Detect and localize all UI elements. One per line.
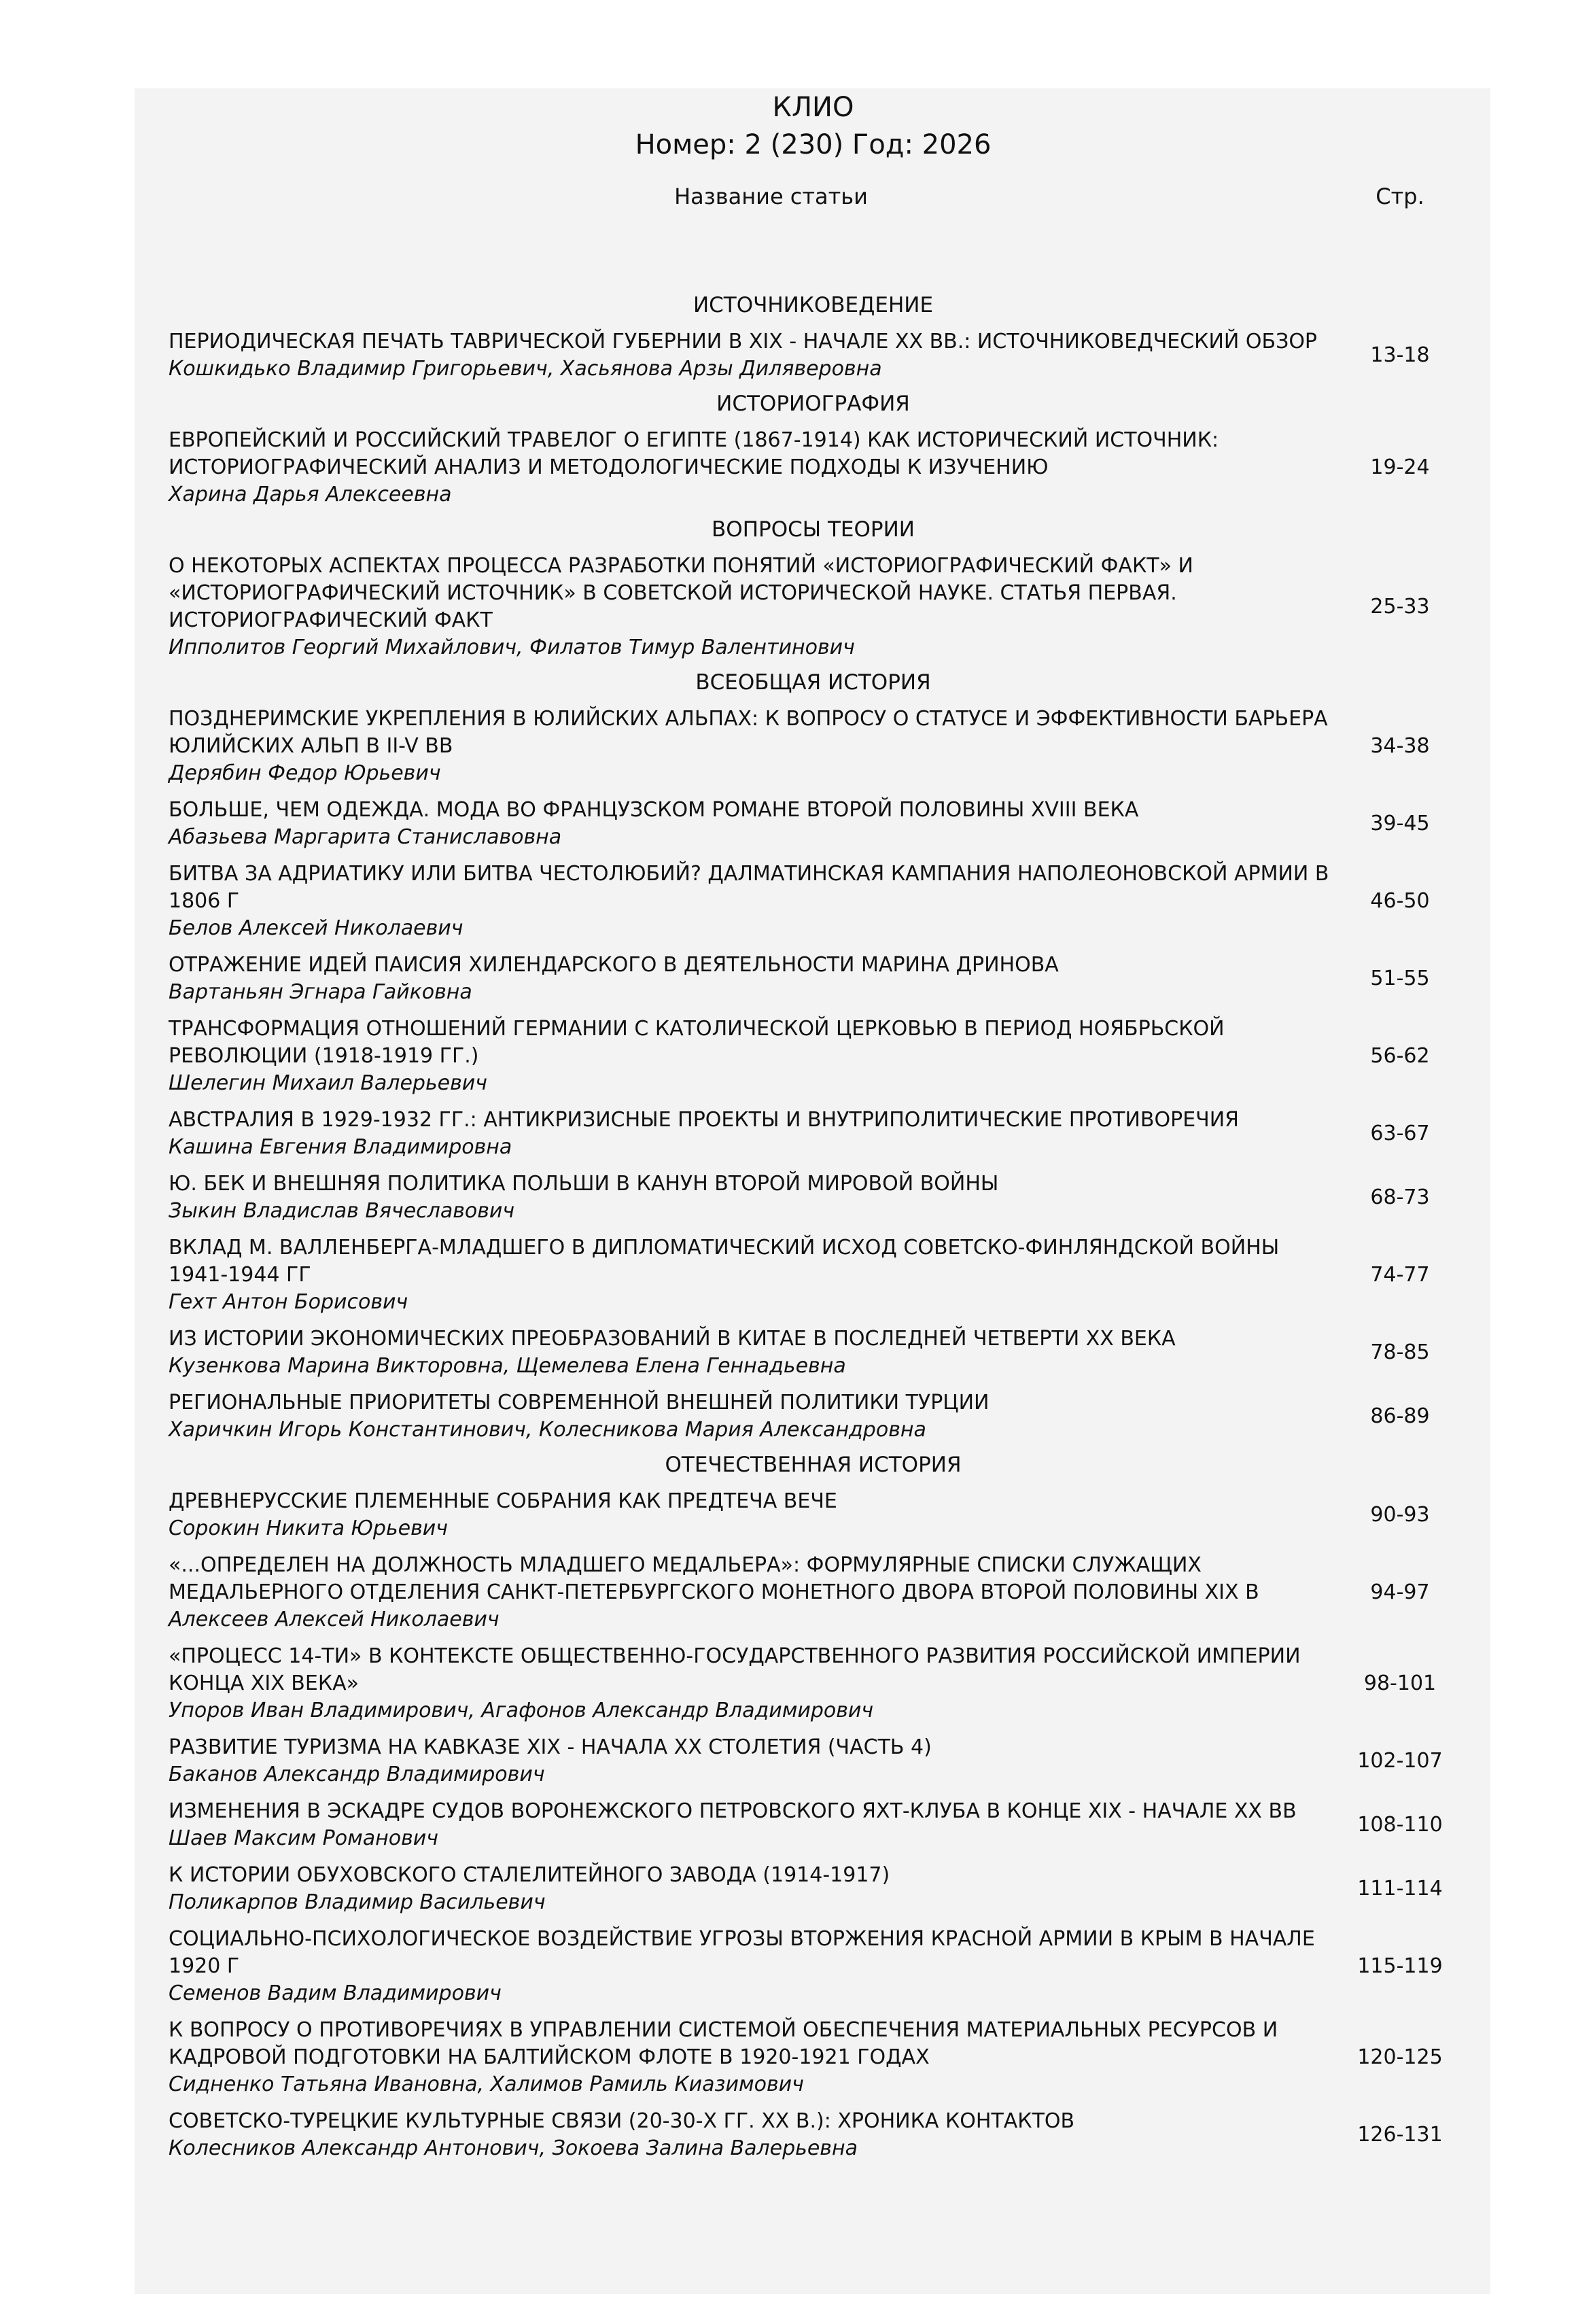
article-pages: 51-55 <box>1370 967 1430 990</box>
article-title[interactable]: Ю. БЕК И ВНЕШНЯЯ ПОЛИТИКА ПОЛЬШИ В КАНУН ВТОРОЙ МИРОВОЙ ВОЙНЫ <box>169 1172 999 1196</box>
article-pages: 68-73 <box>1370 1185 1430 1209</box>
article-row <box>169 1482 1458 1546</box>
article-authors: Шелегин Михаил Валерьевич <box>169 1071 487 1095</box>
section-heading: ВОПРОСЫ ТЕОРИИ <box>712 517 915 542</box>
article-row <box>169 1920 1458 2011</box>
article-authors: Колесников Александр Антонович, Зокоева Залина Валерьевна <box>169 2136 858 2160</box>
article-authors: Вартаньян Эгнара Гайковна <box>169 980 472 1004</box>
article-info <box>169 1234 1342 1316</box>
article-pages: 94-97 <box>1370 1580 1430 1604</box>
article-authors: Гехт Антон Борисович <box>169 1290 408 1314</box>
article-pages: 46-50 <box>1370 889 1430 913</box>
article-info <box>169 1643 1342 1724</box>
article-title[interactable]: РАЗВИТИЕ ТУРИЗМА НА КАВКАЗЕ XIX - НАЧАЛА XX СТОЛЕТИЯ (ЧАСТЬ 4) <box>169 1735 932 1759</box>
article-row <box>169 1546 1458 1637</box>
section-heading: ИСТОРИОГРАФИЯ <box>716 392 910 416</box>
article-info <box>169 1552 1342 1633</box>
article-info <box>169 2017 1342 2098</box>
article-title[interactable]: ТРАНСФОРМАЦИЯ ОТНОШЕНИЙ ГЕРМАНИИ С КАТОЛИЧЕСКОЙ ЦЕРКОВЬЮ В ПЕРИОД НОЯБРЬСКОЙ РЕВОЛЮЦИИ (1918-1919 ГГ.) <box>169 1017 1225 1068</box>
header-spacer <box>169 227 1458 288</box>
article-pages: 63-67 <box>1370 1122 1430 1145</box>
table-of-contents <box>169 288 1458 2166</box>
article-row <box>169 1384 1458 1448</box>
article-row <box>169 791 1458 855</box>
article-title[interactable]: ЕВРОПЕЙСКИЙ И РОССИЙСКИЙ ТРАВЕЛОГ О ЕГИПТЕ (1867-1914) КАК ИСТОРИЧЕСКИЙ ИСТОЧНИК: ИСТОРИОГРАФИЧЕСКИЙ АНАЛИЗ И МЕТОДОЛОГИЧЕСКИЕ ПОДХОДЫ К ИЗУЧЕНИЮ <box>169 428 1219 479</box>
article-authors: Кузенкова Марина Викторовна, Щемелева Елена Геннадьевна <box>169 1354 846 1378</box>
article-authors: Дерябин Федор Юрьевич <box>169 761 441 785</box>
article-info <box>169 1170 1342 1225</box>
article-authors: Сидненко Татьяна Ивановна, Халимов Рамиль Киазимович <box>169 2072 804 2096</box>
article-info <box>169 861 1342 942</box>
journal-title: КЛИО <box>772 92 854 123</box>
column-header-row <box>169 166 1458 227</box>
article-info <box>169 1926 1342 2007</box>
article-row <box>169 1729 1458 1792</box>
article-authors: Алексеев Алексей Николаевич <box>169 1608 500 1631</box>
article-title[interactable]: ПЕРИОДИЧЕСКАЯ ПЕЧАТЬ ТАВРИЧЕСКОЙ ГУБЕРНИИ В XIX - НАЧАЛЕ XX ВВ.: ИСТОЧНИКОВЕДЧЕСКИЙ ОБЗОР <box>169 330 1318 353</box>
article-title[interactable]: К ВОПРОСУ О ПРОТИВОРЕЧИЯХ В УПРАВЛЕНИИ СИСТЕМОЙ ОБЕСПЕЧЕНИЯ МАТЕРИАЛЬНЫХ РЕСУРСОВ И КАДРОВОЙ ПОДГОТОВКИ НА БАЛТИЙСКОМ ФЛОТЕ В 1920-1921 ГОДАХ <box>169 2018 1278 2069</box>
article-title[interactable]: БОЛЬШЕ, ЧЕМ ОДЕЖДА. МОДА ВО ФРАНЦУЗСКОМ РОМАНЕ ВТОРОЙ ПОЛОВИНЫ XVIII ВЕКА <box>169 798 1139 822</box>
article-row <box>169 700 1458 791</box>
article-info <box>169 1389 1342 1444</box>
article-info <box>169 427 1342 508</box>
article-row <box>169 855 1458 946</box>
article-authors: Шаев Максим Романович <box>169 1826 439 1850</box>
article-row <box>169 1792 1458 1856</box>
section-heading: ОТЕЧЕСТВЕННАЯ ИСТОРИЯ <box>665 1453 962 1477</box>
article-row <box>169 1320 1458 1384</box>
article-pages: 111-114 <box>1357 1877 1443 1901</box>
article-authors: Харина Дарья Алексеевна <box>169 483 452 506</box>
article-row <box>169 1165 1458 1229</box>
article-info <box>169 1107 1342 1161</box>
article-authors: Кошкидько Владимир Григорьевич, Хасьянова Арзы Диляверовна <box>169 357 882 381</box>
article-pages: 126-131 <box>1357 2123 1443 2147</box>
article-authors: Баканов Александр Владимирович <box>169 1763 545 1786</box>
article-info <box>169 706 1342 787</box>
article-title[interactable]: К ИСТОРИИ ОБУХОВСКОГО СТАЛЕЛИТЕЙНОГО ЗАВОДА (1914-1917) <box>169 1863 890 1887</box>
article-pages: 19-24 <box>1370 455 1430 479</box>
article-title[interactable]: ОТРАЖЕНИЕ ИДЕЙ ПАИСИЯ ХИЛЕНДАРСКОГО В ДЕЯТЕЛЬНОСТИ МАРИНА ДРИНОВА <box>169 953 1059 977</box>
article-title[interactable]: О НЕКОТОРЫХ АСПЕКТАХ ПРОЦЕССА РАЗРАБОТКИ ПОНЯТИЙ «ИСТОРИОГРАФИЧЕСКИЙ ФАКТ» И «ИСТОРИОГРАФИЧЕСКИЙ ИСТОЧНИК» В СОВЕТСКОЙ ИСТОРИЧЕСКОЙ НАУКЕ. СТАТЬЯ ПЕРВАЯ. ИСТОРИОГРАФИЧЕСКИЙ ФАКТ <box>169 554 1193 632</box>
article-authors: Абазьева Маргарита Станиславовна <box>169 825 562 849</box>
article-title[interactable]: ПОЗДНЕРИМСКИЕ УКРЕПЛЕНИЯ В ЮЛИЙСКИХ АЛЬПАХ: К ВОПРОСУ О СТАТУСЕ И ЭФФЕКТИВНОСТИ БАРЬЕРА ЮЛИЙСКИХ АЛЬП В II-V ВВ <box>169 707 1328 758</box>
article-pages: 56-62 <box>1370 1044 1430 1068</box>
article-title[interactable]: БИТВА ЗА АДРИАТИКУ ИЛИ БИТВА ЧЕСТОЛЮБИЙ? ДАЛМАТИНСКАЯ КАМПАНИЯ НАПОЛЕОНОВСКОЙ АРМИИ В 1806 Г <box>169 862 1329 913</box>
article-authors: Белов Алексей Николаевич <box>169 916 463 940</box>
article-row <box>169 1101 1458 1165</box>
article-row <box>169 1637 1458 1729</box>
article-authors: Упоров Иван Владимирович, Агафонов Александр Владимирович <box>169 1699 874 1722</box>
article-authors: Зыкин Владислав Вячеславович <box>169 1199 515 1223</box>
article-row <box>169 547 1458 665</box>
article-title[interactable]: ИЗМЕНЕНИЯ В ЭСКАДРЕ СУДОВ ВОРОНЕЖСКОГО ПЕТРОВСКОГО ЯХТ-КЛУБА В КОНЦЕ XIX - НАЧАЛЕ XX ВВ <box>169 1799 1297 1823</box>
article-row <box>169 2102 1458 2166</box>
article-pages: 98-101 <box>1363 1671 1437 1695</box>
article-pages: 90-93 <box>1370 1503 1430 1527</box>
article-row <box>169 323 1458 387</box>
article-pages: 13-18 <box>1370 343 1430 367</box>
article-pages: 102-107 <box>1357 1749 1443 1773</box>
article-title[interactable]: ИЗ ИСТОРИИ ЭКОНОМИЧЕСКИХ ПРЕОБРАЗОВАНИЙ В КИТАЕ В ПОСЛЕДНЕЙ ЧЕТВЕРТИ XX ВЕКА <box>169 1327 1176 1351</box>
column-header-title: Название статьи <box>674 184 868 209</box>
article-authors: Харичкин Игорь Константинович, Колесникова Мария Александровна <box>169 1418 926 1442</box>
article-title[interactable]: АВСТРАЛИЯ В 1929-1932 ГГ.: АНТИКРИЗИСНЫЕ ПРОЕКТЫ И ВНУТРИПОЛИТИЧЕСКИЕ ПРОТИВОРЕЧИЯ <box>169 1108 1239 1132</box>
article-pages: 78-85 <box>1370 1340 1430 1364</box>
article-title[interactable]: ДРЕВНЕРУССКИЕ ПЛЕМЕННЫЕ СОБРАНИЯ КАК ПРЕДТЕЧА ВЕЧЕ <box>169 1489 837 1513</box>
article-info <box>169 328 1342 383</box>
article-info <box>169 952 1342 1006</box>
section-heading: ВСЕОБЩАЯ ИСТОРИЯ <box>695 670 931 695</box>
article-pages: 108-110 <box>1357 1813 1443 1837</box>
article-row <box>169 1229 1458 1320</box>
article-pages: 86-89 <box>1370 1404 1430 1428</box>
article-title[interactable]: СОЦИАЛЬНО-ПСИХОЛОГИЧЕСКОЕ ВОЗДЕЙСТВИЕ УГРОЗЫ ВТОРЖЕНИЯ КРАСНОЙ АРМИИ В КРЫМ В НАЧАЛЕ 1920 Г <box>169 1927 1315 1978</box>
article-pages: 25-33 <box>1370 595 1430 619</box>
article-info <box>169 797 1342 851</box>
section-heading: ИСТОЧНИКОВЕДЕНИЕ <box>693 293 934 317</box>
article-authors: Поликарпов Владимир Васильевич <box>169 1890 546 1914</box>
article-title[interactable]: СОВЕТСКО-ТУРЕЦКИЕ КУЛЬТУРНЫЕ СВЯЗИ (20-30-Х ГГ. XX В.): ХРОНИКА КОНТАКТОВ <box>169 2109 1075 2133</box>
article-row <box>169 1010 1458 1101</box>
article-info <box>169 1798 1342 1852</box>
article-authors: Ипполитов Георгий Михайлович, Филатов Тимур Валентинович <box>169 636 855 659</box>
article-row <box>169 1856 1458 1920</box>
article-authors: Сорокин Никита Юрьевич <box>169 1516 449 1540</box>
article-title[interactable]: РЕГИОНАЛЬНЫЕ ПРИОРИТЕТЫ СОВРЕМЕННОЙ ВНЕШНЕЙ ПОЛИТИКИ ТУРЦИИ <box>169 1391 990 1415</box>
article-row <box>169 421 1458 513</box>
article-info <box>169 1016 1342 1097</box>
column-header-pages: Стр. <box>1376 184 1424 209</box>
article-row <box>169 2011 1458 2102</box>
article-info <box>169 1488 1342 1542</box>
article-info <box>169 553 1342 661</box>
article-pages: 34-38 <box>1370 734 1430 758</box>
article-info <box>169 1325 1342 1380</box>
article-authors: Семенов Вадим Владимирович <box>169 1981 502 2005</box>
article-pages: 120-125 <box>1357 2045 1443 2069</box>
article-row <box>169 946 1458 1010</box>
article-pages: 115-119 <box>1357 1954 1443 1978</box>
article-info <box>169 2108 1342 2162</box>
article-title[interactable]: «...ОПРЕДЕЛЕН НА ДОЛЖНОСТЬ МЛАДШЕГО МЕДАЛЬЕРА»: ФОРМУЛЯРНЫЕ СПИСКИ СЛУЖАЩИХ МЕДАЛЬЕРНОГО ОТДЕЛЕНИЯ САНКТ-ПЕТЕРБУРГСКОГО МОНЕТНОГО ДВОРА ВТОРОЙ ПОЛОВИНЫ XIX В <box>169 1553 1259 1604</box>
article-info <box>169 1862 1342 1916</box>
article-pages: 39-45 <box>1370 812 1430 835</box>
issue-info: Номер: 2 (230) Год: 2026 <box>635 129 992 160</box>
article-pages: 74-77 <box>1370 1263 1430 1287</box>
article-info <box>169 1734 1342 1788</box>
article-title[interactable]: «ПРОЦЕСС 14-ТИ» В КОНТЕКСТЕ ОБЩЕСТВЕННО-ГОСУДАРСТВЕННОГО РАЗВИТИЯ РОССИЙСКОЙ ИМПЕРИИ КОНЦА XIX ВЕКА» <box>169 1644 1301 1695</box>
article-title[interactable]: ВКЛАД М. ВАЛЛЕНБЕРГА-МЛАДШЕГО В ДИПЛОМАТИЧЕСКИЙ ИСХОД СОВЕТСКО-ФИНЛЯНДСКОЙ ВОЙНЫ 1941-1944 ГГ <box>169 1236 1280 1287</box>
contents-sheet <box>135 88 1490 2294</box>
article-authors: Кашина Евгения Владимировна <box>169 1135 512 1159</box>
